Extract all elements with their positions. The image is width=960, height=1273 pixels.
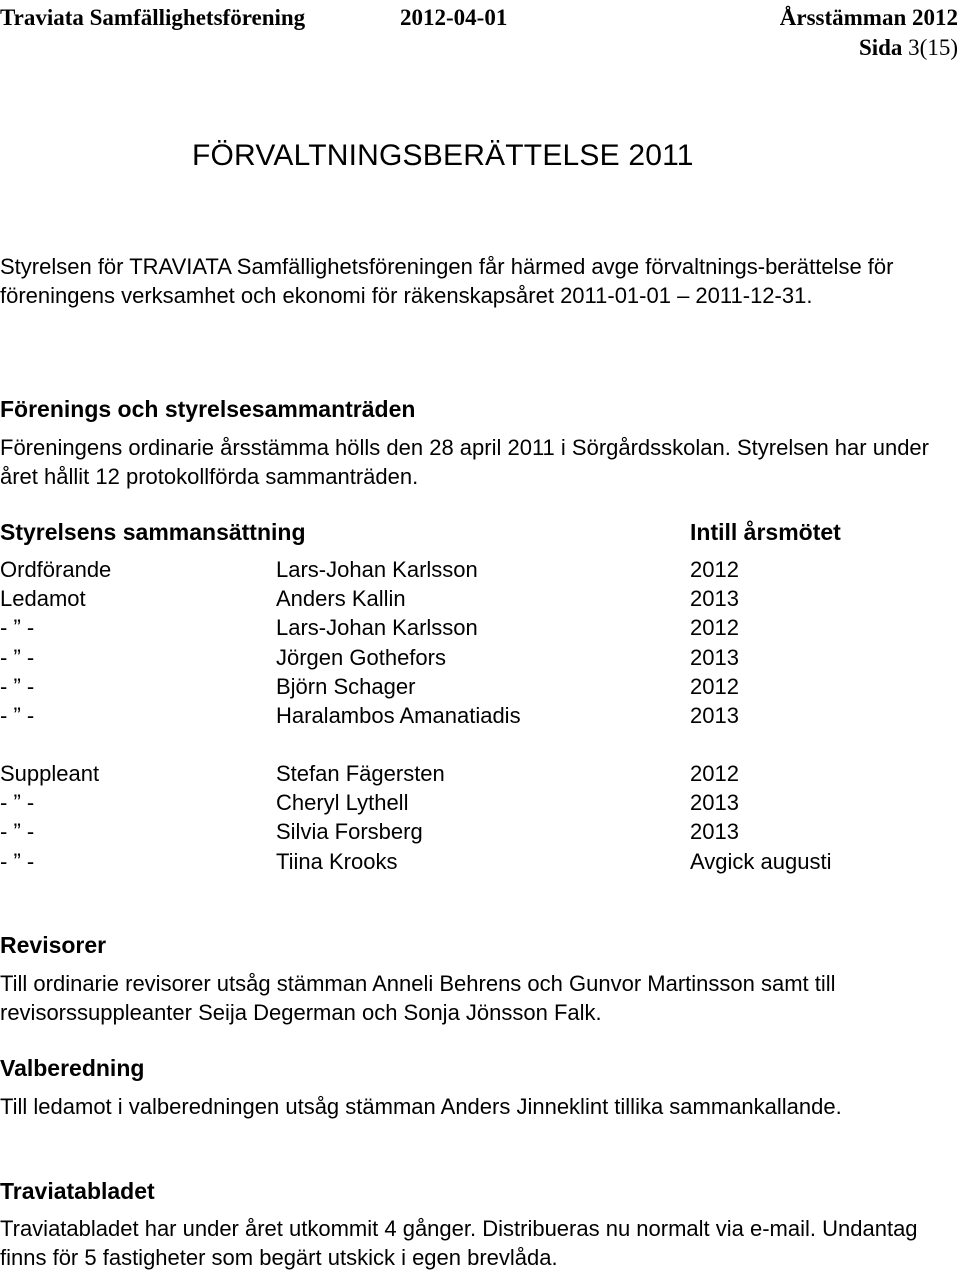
header-page (859, 34, 958, 62)
board-members-list (0, 555, 958, 730)
member-name: Anders Kallin (276, 586, 406, 612)
deputy-role: Suppleant (0, 761, 100, 786)
deputy-name: Cheryl Lythell (276, 790, 409, 816)
list-item (0, 817, 958, 846)
member-role: Ordförande (0, 557, 112, 582)
list-item (0, 701, 958, 730)
member-term: 2013 (690, 644, 739, 670)
list-item (0, 759, 958, 788)
list-item (0, 555, 958, 584)
page-number: 3(15) (908, 35, 958, 60)
auditors-heading: Revisorer (0, 932, 107, 958)
member-term: 2012 (690, 557, 739, 582)
auditors-paragraph: Till ordinarie revisorer utsåg stämman Anneli Behrens och Gunvor Martinsson samt till revisorssuppleanter Seija Degerman och Sonja Jönsson Falk. (0, 971, 836, 1026)
deputy-name: Tiina Krooks (276, 848, 398, 874)
list-item (0, 847, 958, 876)
member-role: Ledamot (0, 586, 86, 612)
deputy-term: Avgick augusti (690, 848, 832, 874)
member-role: - ” - (0, 673, 35, 699)
header-date: 2012-04-01 (400, 5, 508, 30)
member-term: 2013 (690, 586, 739, 612)
member-role: - ” - (0, 615, 35, 641)
meetings-heading: Förenings och styrelsesammanträden (0, 396, 416, 422)
deputy-role: - ” - (0, 848, 35, 874)
deputy-name: Silvia Forsberg (276, 819, 423, 845)
member-role: - ” - (0, 702, 35, 728)
member-name: Jörgen Gothefors (276, 644, 446, 670)
deputy-role: - ” - (0, 819, 35, 845)
board-heading: Styrelsens sammansättning (0, 519, 306, 545)
list-item (0, 613, 958, 642)
board-deputies-list (0, 759, 958, 876)
newsletter-heading: Traviatabladet (0, 1178, 155, 1204)
member-name: Lars-Johan Karlsson (276, 557, 478, 582)
nomination-heading: Valberedning (0, 1055, 145, 1081)
deputy-term: 2012 (690, 761, 739, 786)
meetings-paragraph: Föreningens ordinarie årsstämma hölls den 28 april 2011 i Sörgårdsskolan. Styrelsen har under året hållit 12 protokollförda sammanträden. (0, 435, 929, 490)
member-name: Haralambos Amanatiadis (276, 702, 521, 728)
deputy-name: Stefan Fägersten (276, 761, 445, 786)
member-name: Björn Schager (276, 673, 416, 699)
member-name: Lars-Johan Karlsson (276, 615, 478, 641)
list-item (0, 672, 958, 701)
header-meeting: Årsstämman 2012 (779, 5, 958, 30)
list-item (0, 643, 958, 672)
member-role: - ” - (0, 644, 35, 670)
term-heading: Intill årsmötet (690, 519, 841, 545)
deputy-role: - ” - (0, 790, 35, 816)
header-organization: Traviata Samfällighetsförening (0, 5, 306, 30)
newsletter-paragraph: Traviatabladet har under året utkommit 4 gånger. Distribueras nu normalt via e-mail. Undantag finns för 5 fastigheter som begärt utskick i egen brevlåda. (0, 1216, 918, 1271)
page-label: Sida (858, 35, 903, 60)
member-term: 2012 (690, 673, 739, 699)
list-item (0, 584, 958, 613)
member-term: 2012 (690, 615, 739, 641)
deputy-term: 2013 (690, 790, 739, 816)
deputy-term: 2013 (690, 819, 739, 845)
nomination-paragraph: Till ledamot i valberedningen utsåg stämman Anders Jinneklint tillika sammankallande. (0, 1094, 842, 1119)
intro-paragraph: Styrelsen för TRAVIATA Samfällighetsföreningen får härmed avge förvaltnings-berättelse för föreningens verksamhet och ekonomi för räkenskapsåret 2011-01-01 ‒ 2011-12-31. (0, 254, 894, 309)
page-title: FÖRVALTNINGSBERÄTTELSE 2011 (192, 139, 694, 172)
member-term: 2013 (690, 702, 739, 728)
list-item (0, 788, 958, 817)
